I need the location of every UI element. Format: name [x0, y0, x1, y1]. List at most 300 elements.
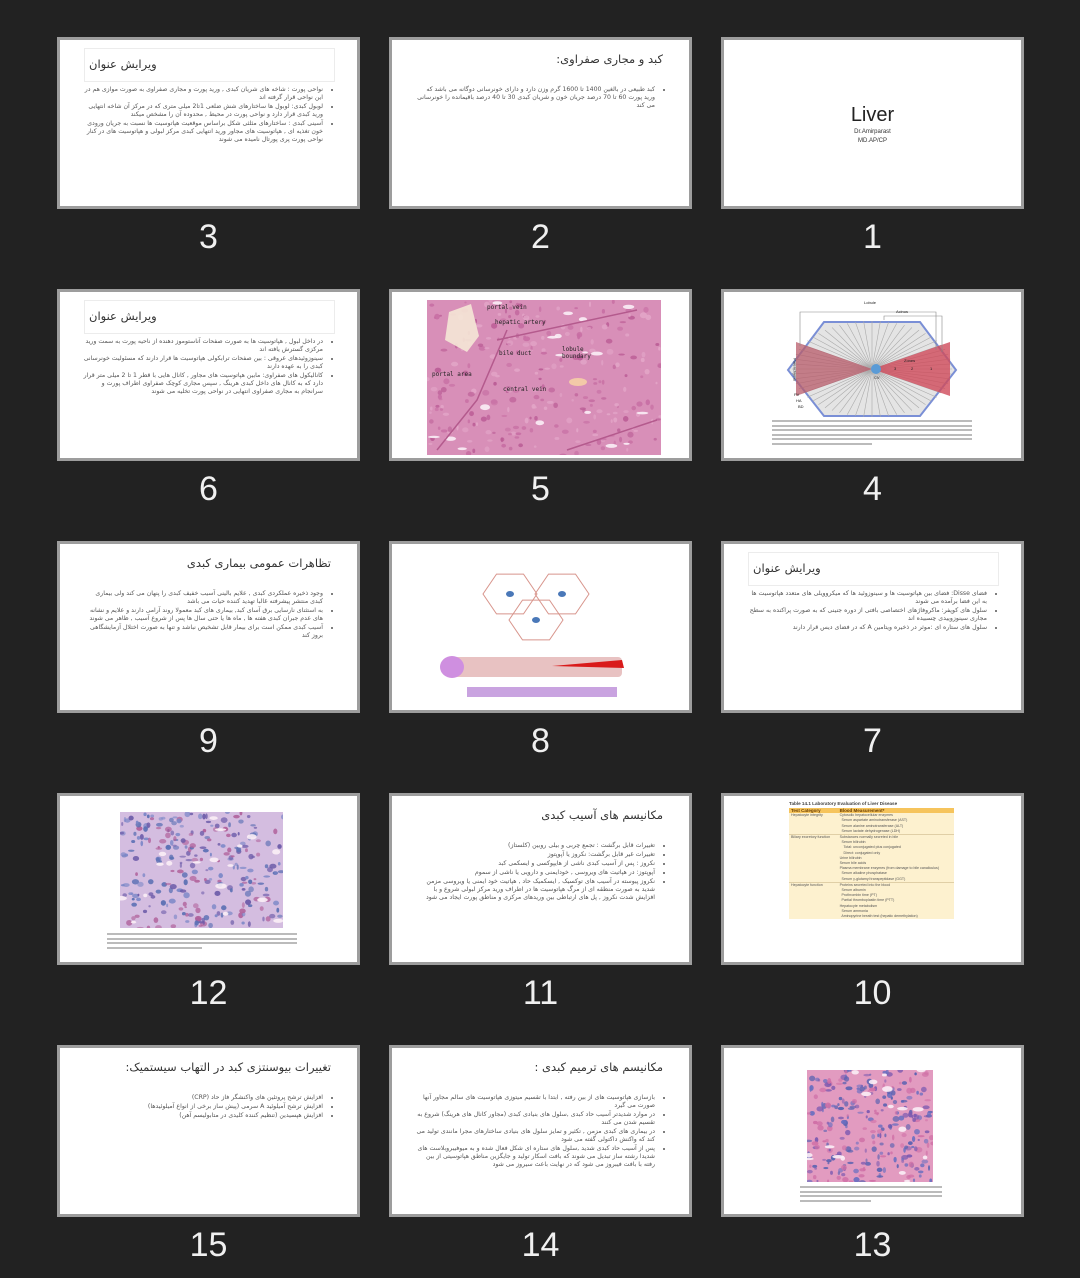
- cell-nucleus: [451, 362, 458, 367]
- cell-nucleus: [890, 1151, 893, 1154]
- figure-caption-line: [107, 942, 297, 944]
- cell-nucleus: [263, 894, 270, 897]
- slide-number: 6: [199, 470, 218, 508]
- cell-nucleus: [901, 1158, 904, 1161]
- sinusoid-space: [869, 1080, 878, 1085]
- cell-nucleus: [902, 1113, 908, 1118]
- cell-nucleus: [856, 1084, 863, 1087]
- cell-nucleus: [880, 1152, 884, 1155]
- cell-nucleus: [140, 841, 143, 847]
- cell-nucleus: [636, 401, 642, 406]
- cell-nucleus: [487, 415, 491, 420]
- cell-nucleus: [507, 340, 513, 346]
- cell-nucleus: [189, 833, 193, 836]
- slide-thumbnail-5[interactable]: [389, 289, 692, 461]
- blood-measurement: Direct: conjugated only: [839, 850, 881, 855]
- cell-nucleus: [233, 815, 240, 818]
- figure-caption-line: [772, 420, 972, 422]
- blood-measurement: Serum bile acids: [839, 861, 867, 866]
- cell-nucleus: [156, 823, 163, 827]
- cell-nucleus: [180, 825, 184, 828]
- cell-nucleus: [182, 912, 186, 915]
- sinusoid-space: [272, 849, 280, 854]
- cell-nucleus: [607, 349, 614, 355]
- slide-thumbnail-13[interactable]: [721, 1045, 1024, 1217]
- cell-nucleus: [607, 413, 611, 415]
- cell-nucleus: [825, 1103, 831, 1109]
- slide-number: 4: [863, 470, 882, 508]
- test-category: Hepatocyte function: [789, 882, 838, 888]
- cell-nucleus: [620, 321, 627, 323]
- slide-thumbnail-6[interactable]: [57, 289, 360, 461]
- cell-nucleus: [230, 920, 234, 925]
- cell-nucleus: [121, 884, 125, 886]
- cell-nucleus: [441, 429, 448, 432]
- cell-nucleus: [879, 1133, 881, 1138]
- cell-nucleus: [522, 426, 527, 430]
- cell-nucleus: [256, 839, 261, 842]
- bullet-list: [82, 1094, 331, 1121]
- sinusoid-space: [623, 443, 629, 445]
- cell-nucleus: [201, 891, 204, 894]
- cell-nucleus: [867, 1110, 870, 1113]
- cell-nucleus: [209, 878, 212, 881]
- cell-nucleus: [472, 423, 475, 426]
- cell-nucleus: [218, 873, 223, 878]
- cell-nucleus: [265, 841, 271, 847]
- cell-nucleus: [619, 437, 622, 443]
- cell-nucleus: [590, 404, 593, 407]
- cell-nucleus: [539, 306, 541, 312]
- cell-nucleus: [231, 833, 237, 837]
- cell-nucleus: [273, 828, 277, 834]
- cell-nucleus: [230, 888, 233, 892]
- diagram-label: central vein: [503, 386, 547, 393]
- cell-nucleus: [812, 1141, 819, 1145]
- cell-nucleus: [247, 815, 251, 818]
- bullet-item: • افزایش ترشح پروتئین های واکنشگر فاز حاد (CRP): [82, 1094, 323, 1102]
- sinusoid-space: [536, 420, 545, 425]
- cell-nucleus: [625, 374, 628, 377]
- cell-nucleus: [556, 307, 560, 311]
- blood-measurement: Serum alanine aminotransferase (ALT): [839, 823, 904, 828]
- cell-nucleus: [273, 901, 279, 906]
- cell-nucleus: [184, 906, 187, 908]
- sinusoid-space: [882, 1086, 893, 1092]
- diagram-label: Parenchyma: [792, 358, 798, 381]
- cell-nucleus: [881, 1109, 884, 1111]
- bullet-item: • تغییرات قابل برگشت : تجمع چربی و بیلی روبین (کلستاز): [414, 842, 655, 850]
- cell-nucleus: [914, 1072, 916, 1075]
- cell-nucleus: [506, 363, 512, 367]
- cell-nucleus: [818, 1079, 821, 1082]
- diagram-label: Zones: [904, 358, 916, 363]
- diagram-label: Acinus: [896, 309, 909, 314]
- cell-nucleus: [906, 1124, 911, 1130]
- cell-nucleus: [551, 363, 556, 369]
- cell-nucleus: [509, 447, 513, 451]
- cell-nucleus: [613, 417, 617, 422]
- cell-nucleus: [809, 1165, 811, 1168]
- diagram-label: PV: [794, 392, 800, 397]
- cell-nucleus: [171, 821, 177, 825]
- cell-nucleus: [922, 1160, 929, 1164]
- cell-nucleus: [856, 1142, 859, 1145]
- cell-nucleus: [878, 1125, 883, 1128]
- cell-nucleus: [601, 397, 606, 400]
- cell-nucleus: [809, 1076, 815, 1082]
- cell-nucleus: [169, 855, 173, 860]
- cell-nucleus: [643, 307, 648, 313]
- cell-nucleus: [658, 347, 660, 351]
- cell-nucleus: [826, 1159, 832, 1162]
- cell-nucleus: [128, 816, 133, 821]
- bullet-list: [414, 1094, 663, 1170]
- cell-nucleus: [554, 437, 559, 440]
- cell-nucleus: [508, 433, 512, 435]
- blood-measurement: Serum bilirubin: [839, 840, 866, 845]
- cell-nucleus: [847, 1162, 853, 1164]
- cell-nucleus: [429, 419, 434, 423]
- cell-nucleus: [136, 821, 139, 824]
- cell-nucleus: [124, 817, 126, 822]
- cell-nucleus: [500, 438, 504, 442]
- cell-nucleus: [161, 817, 165, 820]
- slide-thumbnail-11[interactable]: [389, 793, 692, 965]
- cell-nucleus: [185, 920, 189, 923]
- cell-nucleus: [464, 302, 466, 304]
- cell-nucleus: [438, 427, 441, 430]
- cell-nucleus: [841, 1120, 846, 1124]
- sinusoid-space: [840, 1156, 845, 1161]
- cell-nucleus: [538, 378, 541, 380]
- cell-nucleus: [853, 1169, 859, 1174]
- cell-nucleus: [847, 1114, 849, 1117]
- cell-nucleus: [580, 407, 586, 410]
- sinusoid-space: [209, 857, 218, 862]
- cell-nucleus: [180, 889, 186, 892]
- test-category: [789, 914, 838, 919]
- cell-nucleus: [217, 880, 221, 883]
- slide-thumbnail-14[interactable]: [389, 1045, 692, 1217]
- diagram-label: CV: [874, 375, 880, 380]
- cell-nucleus: [577, 332, 583, 338]
- sinusoid-space: [131, 921, 136, 924]
- cell-nucleus: [884, 1133, 886, 1137]
- cell-nucleus: [580, 327, 582, 332]
- cell-nucleus: [265, 864, 269, 868]
- cell-nucleus: [491, 399, 498, 404]
- bullet-item: • سلول های ستاره ای :موثر در ذخیره ویتامین A که در فضای دیس قرار دارند: [746, 624, 987, 632]
- cell-nucleus: [192, 870, 198, 875]
- slide-title: ویرایش عنوان: [89, 57, 157, 71]
- cell-nucleus: [254, 827, 257, 829]
- cell-nucleus: [641, 358, 645, 362]
- cell-nucleus: [591, 339, 594, 344]
- cell-nucleus: [560, 393, 563, 397]
- cell-nucleus: [137, 882, 143, 887]
- cell-nucleus: [837, 1103, 839, 1106]
- slide-number: 14: [521, 1226, 560, 1264]
- cell-nucleus: [882, 1095, 886, 1099]
- bullet-item: • آپوپتوز: در هپاتیت های ویروسی , خودایمنی و دارویی یا ناشی از سموم: [414, 869, 655, 877]
- cell-nucleus: [501, 444, 506, 448]
- diagram-label: Lobule: [864, 300, 877, 305]
- cell-nucleus: [278, 862, 281, 866]
- blood-measurement: Plasma membrane enzymes (from damage to bile canaliculus): [839, 866, 940, 871]
- cell-nucleus: [534, 416, 538, 421]
- cell-nucleus: [841, 1173, 845, 1176]
- cell-nucleus: [870, 1130, 876, 1133]
- cell-nucleus: [536, 315, 540, 318]
- diagram-label: 2: [911, 366, 914, 371]
- slide-number: 2: [531, 218, 550, 256]
- slide-number: 10: [853, 974, 892, 1012]
- cell-nucleus: [241, 922, 244, 925]
- cell-nucleus: [910, 1088, 916, 1093]
- diagram-label: BD: [798, 404, 804, 409]
- slide-thumbnail-4[interactable]: [721, 289, 1024, 461]
- cell-nucleus: [866, 1115, 868, 1118]
- blood-measurement: Hepatocyte metabolism: [839, 903, 878, 908]
- cell-nucleus: [142, 873, 145, 877]
- cell-nucleus: [492, 432, 495, 434]
- cell-nucleus: [190, 863, 195, 869]
- blood-measurement: Total: unconjugated plus conjugated: [839, 845, 901, 850]
- cell-nucleus: [840, 1137, 845, 1140]
- slide-thumbnail-2[interactable]: [389, 37, 692, 209]
- slide-thumbnail-3[interactable]: [57, 37, 360, 209]
- cell-nucleus: [565, 332, 570, 336]
- cell-nucleus: [135, 872, 138, 876]
- bullet-list: [746, 590, 995, 633]
- cell-nucleus: [131, 916, 135, 920]
- cell-nucleus: [904, 1163, 908, 1166]
- cell-nucleus: [629, 313, 631, 317]
- slide-thumbnail-1[interactable]: [721, 37, 1024, 209]
- cell-nucleus: [920, 1093, 924, 1096]
- slide-thumbnail-9[interactable]: [57, 541, 360, 713]
- table-title: Table 14.1 Laboratory Evaluation of Liver Disease: [789, 801, 898, 806]
- figure-caption-line: [772, 429, 972, 431]
- blood-measurement: Serum γ-glutamyl transpeptidase (GGT): [839, 876, 906, 881]
- cell-nucleus: [165, 883, 171, 885]
- cell-nucleus: [193, 903, 199, 908]
- sinusoid-space: [227, 864, 233, 867]
- cell-nucleus: [165, 833, 171, 839]
- slide-number: 7: [863, 722, 882, 760]
- cell-nucleus: [515, 436, 520, 438]
- sinusoid-space: [193, 861, 201, 863]
- cell-nucleus: [248, 921, 251, 927]
- cell-nucleus: [859, 1138, 865, 1143]
- cell-nucleus: [156, 827, 161, 829]
- cell-nucleus: [170, 870, 174, 872]
- figure-caption-line: [107, 947, 202, 949]
- cell-nucleus: [831, 1086, 835, 1090]
- sinusoid-space: [273, 919, 283, 923]
- cell-nucleus: [150, 814, 154, 817]
- central-vein: [506, 591, 514, 597]
- cell-nucleus: [623, 416, 628, 422]
- cell-nucleus: [121, 822, 123, 826]
- bullet-list: [414, 86, 663, 111]
- sinusoid-space: [237, 844, 243, 847]
- cell-nucleus: [472, 449, 475, 453]
- cell-nucleus: [877, 1129, 883, 1133]
- cell-nucleus: [541, 352, 547, 355]
- cell-nucleus: [148, 905, 150, 907]
- cell-nucleus: [821, 1102, 823, 1108]
- bullet-item: • پس از آسیب حاد کبدی شدید ,سلول های ستاره ای شکل فعال شده و به میوفیبروبلاست های شدیدا رشته ساز تبدیل می شوند که بافت اسکار تولید و جایگزین مناطق هپاتوسیتی از بین رفته با بافت فیبروز می شود که در نهایت باعث سیروز می شود: [414, 1145, 655, 1169]
- central-vein: [532, 617, 540, 623]
- cell-nucleus: [813, 1121, 818, 1124]
- cell-nucleus: [467, 440, 472, 443]
- blood-measurement: Proteins secreted into the blood: [838, 882, 954, 888]
- cell-nucleus: [508, 315, 511, 318]
- cell-nucleus: [854, 1147, 859, 1151]
- slide-thumbnail-8[interactable]: [389, 541, 692, 713]
- diagram-label: 3: [894, 366, 897, 371]
- figure-caption-line: [107, 933, 297, 935]
- cell-nucleus: [183, 902, 187, 907]
- cell-nucleus: [633, 430, 638, 432]
- sinusoid-space: [899, 1171, 906, 1175]
- cell-nucleus: [238, 819, 243, 823]
- cell-nucleus: [179, 907, 184, 910]
- cell-nucleus: [525, 418, 529, 424]
- table-row: [789, 914, 954, 919]
- cell-nucleus: [267, 867, 273, 872]
- cell-nucleus: [925, 1119, 928, 1121]
- sinusoid-space: [623, 305, 634, 309]
- slide-thumbnail-7[interactable]: [721, 541, 1024, 713]
- cell-nucleus: [534, 445, 537, 448]
- cell-nucleus: [156, 857, 160, 863]
- cell-nucleus: [179, 856, 186, 858]
- cell-nucleus: [914, 1146, 918, 1151]
- figure-caption-line: [800, 1200, 871, 1202]
- slide-thumbnail-12[interactable]: [57, 793, 360, 965]
- cell-nucleus: [623, 387, 626, 392]
- cell-nucleus: [909, 1077, 912, 1083]
- cell-nucleus: [611, 419, 613, 423]
- cell-nucleus: [655, 343, 659, 346]
- cell-nucleus: [866, 1159, 868, 1163]
- cell-nucleus: [173, 836, 176, 841]
- cell-nucleus: [546, 331, 551, 336]
- cell-nucleus: [202, 814, 205, 820]
- cell-nucleus: [431, 387, 438, 392]
- cell-nucleus: [516, 432, 522, 435]
- slide-thumbnail-10[interactable]: [721, 793, 1024, 965]
- cell-nucleus: [462, 427, 468, 432]
- cell-nucleus: [615, 362, 619, 367]
- cell-nucleus: [883, 1167, 886, 1173]
- cell-nucleus: [844, 1070, 847, 1074]
- figure-caption-line: [772, 443, 872, 445]
- cell-nucleus: [807, 1170, 813, 1174]
- cell-nucleus: [899, 1082, 902, 1085]
- cell-nucleus: [250, 824, 256, 826]
- sinusoid-space: [480, 404, 490, 410]
- cell-nucleus: [848, 1107, 855, 1110]
- cell-nucleus: [548, 387, 555, 392]
- cell-nucleus: [248, 879, 252, 884]
- cell-nucleus: [198, 814, 202, 820]
- cell-nucleus: [869, 1088, 876, 1092]
- cell-nucleus: [918, 1135, 925, 1137]
- blood-measurement: Prothrombin time (PT): [839, 893, 877, 898]
- cell-nucleus: [136, 898, 141, 902]
- cell-nucleus: [509, 397, 516, 403]
- slide-number: 9: [199, 722, 218, 760]
- sinusoid-space: [156, 862, 163, 865]
- cell-nucleus: [877, 1133, 879, 1137]
- cell-nucleus: [195, 916, 202, 921]
- cell-nucleus: [874, 1110, 877, 1113]
- cell-nucleus: [245, 876, 248, 880]
- cell-nucleus: [148, 838, 151, 844]
- sinusoid-space: [923, 1156, 928, 1160]
- slide-thumbnail-15[interactable]: [57, 1045, 360, 1217]
- cell-nucleus: [210, 825, 213, 827]
- cell-nucleus: [468, 392, 475, 397]
- zone-gradient-bar: [467, 687, 617, 697]
- cell-nucleus: [165, 827, 172, 832]
- slide-number: 3: [199, 218, 218, 256]
- cell-nucleus: [544, 368, 550, 370]
- cell-nucleus: [814, 1094, 818, 1099]
- cell-nucleus: [864, 1086, 867, 1090]
- cell-nucleus: [245, 899, 251, 905]
- bullet-item: • بازسازی هپاتوسیت های از بین رفته , ابتدا با تقسیم میتوزی هپاتوسیت های سالم مجاور آنها صورت می گیرد: [414, 1094, 655, 1110]
- cell-nucleus: [156, 847, 162, 850]
- cell-nucleus: [238, 832, 240, 835]
- cell-nucleus: [534, 395, 540, 399]
- cell-nucleus: [468, 419, 470, 423]
- cell-nucleus: [240, 867, 247, 869]
- cell-nucleus: [874, 1112, 879, 1114]
- cell-nucleus: [137, 894, 139, 897]
- cell-nucleus: [861, 1162, 866, 1165]
- sinusoid-space: [606, 444, 618, 448]
- cell-nucleus: [204, 915, 210, 920]
- cell-nucleus: [589, 399, 595, 402]
- cell-nucleus: [900, 1143, 904, 1148]
- cell-nucleus: [184, 879, 188, 885]
- cell-nucleus: [593, 414, 596, 419]
- cell-nucleus: [237, 864, 239, 869]
- slide-number: 15: [189, 1226, 228, 1264]
- cell-nucleus: [574, 307, 578, 309]
- cell-nucleus: [837, 1152, 842, 1156]
- title-placeholder-box: [748, 552, 999, 586]
- cell-nucleus: [248, 886, 254, 892]
- cell-nucleus: [533, 406, 537, 408]
- cell-nucleus: [493, 382, 496, 386]
- cell-nucleus: [601, 360, 603, 366]
- cell-nucleus: [842, 1082, 846, 1085]
- sinusoid-space: [223, 912, 229, 916]
- cell-nucleus: [816, 1106, 823, 1111]
- cell-nucleus: [893, 1116, 900, 1122]
- cell-nucleus: [133, 856, 139, 861]
- cell-nucleus: [203, 849, 209, 853]
- cell-nucleus: [859, 1174, 865, 1177]
- cell-nucleus: [593, 430, 597, 433]
- cell-nucleus: [188, 913, 194, 917]
